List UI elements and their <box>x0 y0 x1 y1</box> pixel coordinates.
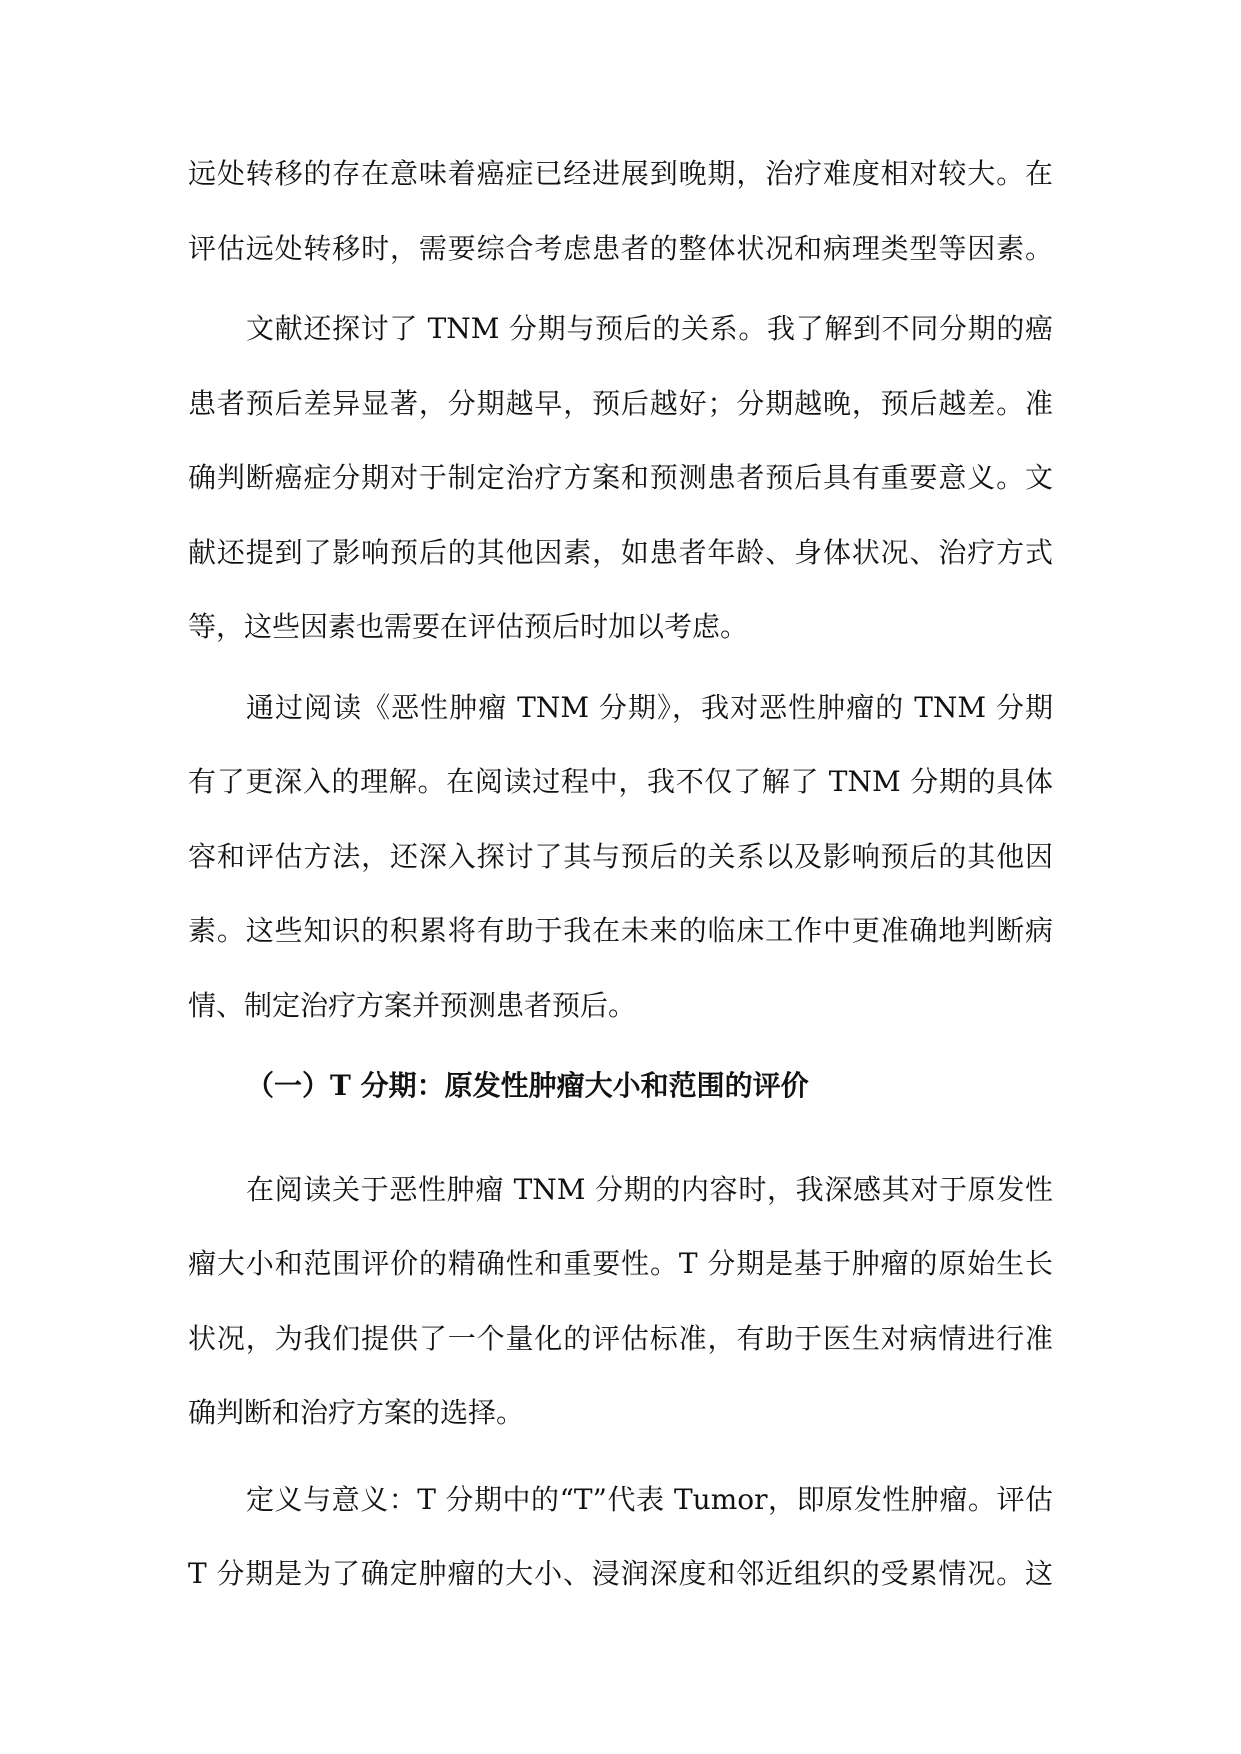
paragraph-line: 定义与意义：T 分期中的“T”代表 Tumor，即原发性肿瘤。评估 <box>246 1482 1053 1516</box>
paragraph-line: 确判断和治疗方案的选择。 <box>188 1396 525 1429</box>
paragraph <box>188 292 1053 665</box>
paragraph <box>188 671 1053 1044</box>
paragraph-line: 容和评估方法，还深入探讨了其与预后的关系以及影响预后的其他因 <box>188 839 1053 873</box>
paragraph-line: 献还提到了影响预后的其他因素，如患者年龄、身体状况、治疗方式 <box>188 535 1053 569</box>
paragraph-line: 有了更深入的理解。在阅读过程中，我不仅了解了 TNM 分期的具体 <box>188 765 1053 798</box>
paragraph-line: T 分期是为了确定肿瘤的大小、浸润深度和邻近组织的受累情况。这 <box>188 1557 1053 1590</box>
paragraph-line: 情、制定治疗方案并预测患者预后。 <box>188 988 637 1022</box>
paragraph-line: 通过阅读《恶性肿瘤 TNM 分期》，我对恶性肿瘤的 TNM 分期 <box>246 690 1053 724</box>
document-body <box>188 137 1053 1612</box>
paragraph-line: 等，这些因素也需要在评估预后时加以考虑。 <box>188 610 749 643</box>
paragraph <box>188 1153 1053 1451</box>
paragraph-line: 瘤大小和范围评价的精确性和重要性。T 分期是基于肿瘤的原始生长 <box>188 1247 1053 1280</box>
paragraph-line: 患者预后差异显著，分期越早，预后越好；分期越晚，预后越差。准 <box>188 386 1053 420</box>
paragraph <box>188 1463 1053 1612</box>
paragraph-line: 素。这些知识的积累将有助于我在未来的临床工作中更准确地判断病 <box>188 914 1053 947</box>
section-heading: （一）T 分期：原发性肿瘤大小和范围的评价 <box>246 1069 809 1102</box>
paragraph-line: 状况，为我们提供了一个量化的评估标准，有助于医生对病情进行准 <box>188 1321 1053 1355</box>
paragraph-line: 评估远处转移时，需要综合考虑患者的整体状况和病理类型等因素。 <box>188 231 1053 265</box>
paragraph-line: 在阅读关于恶性肿瘤 TNM 分期的内容时，我深感其对于原发性 <box>246 1172 1053 1206</box>
paragraph-line: 远处转移的存在意味着癌症已经进展到晚期，治疗难度相对较大。在 <box>188 157 1053 190</box>
paragraph <box>188 137 1053 286</box>
paragraph-line: 确判断癌症分期对于制定治疗方案和预测患者预后具有重要意义。文 <box>188 461 1053 494</box>
paragraph-line: 文献还探讨了 TNM 分期与预后的关系。我了解到不同分期的癌 <box>246 312 1053 345</box>
